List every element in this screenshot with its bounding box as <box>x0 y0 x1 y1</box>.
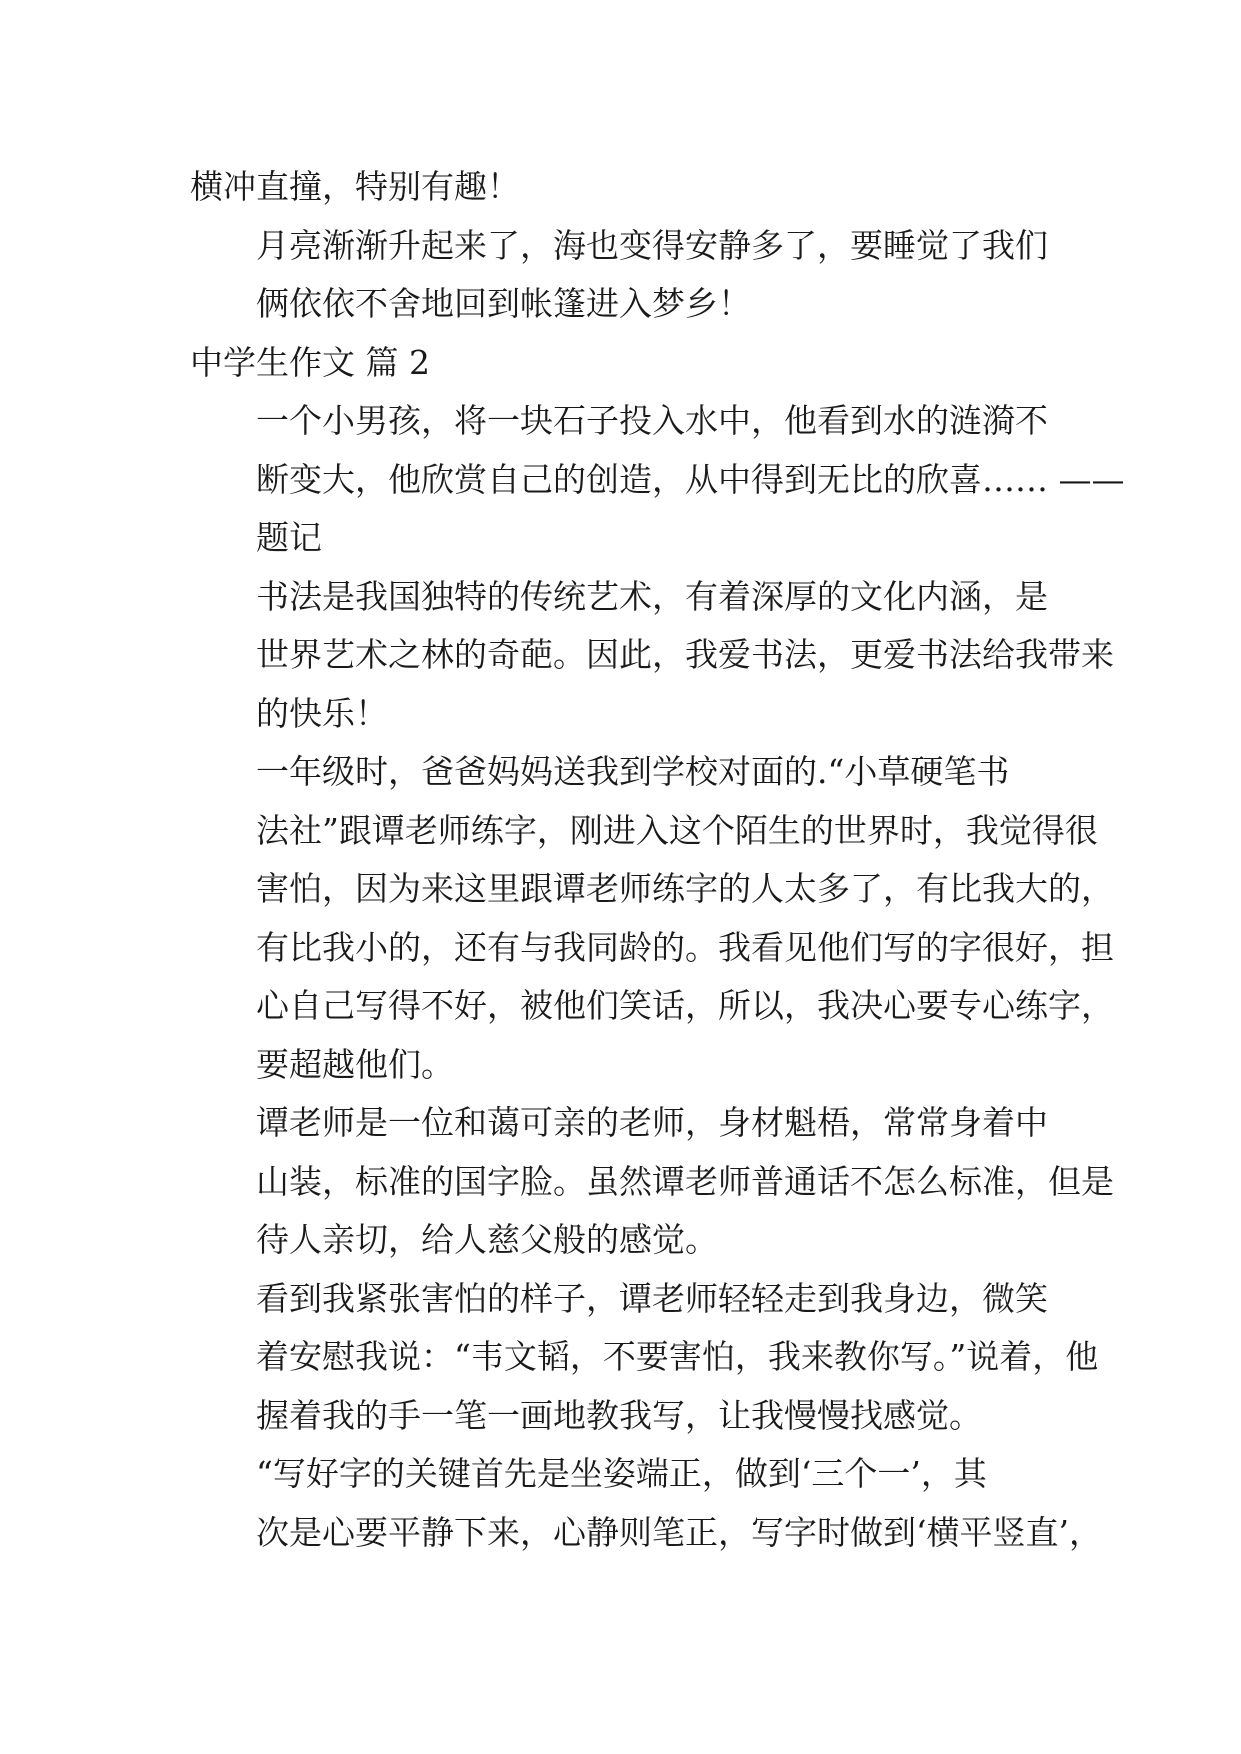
text-line: 要超越他们。 <box>256 1044 454 1084</box>
text-line: 断变大，他欣赏自己的创造，从中得到无比的欣喜…… —— <box>256 459 1125 499</box>
text-line: 着安慰我说：“韦文韬，不要害怕，我来教你写。”说着，他 <box>256 1337 1099 1376</box>
text-line: 世界艺术之林的奇葩。因此，我爱书法，更爱书法给我带来 <box>256 635 1114 674</box>
text-line: 月亮渐渐升起来了，海也变得安静多了，要睡觉了我们 <box>256 225 1048 265</box>
text-line: 山装，标准的国字脸。虽然谭老师普通话不怎么标准，但是 <box>256 1161 1114 1201</box>
text-line: “写好字的关键首先是坐姿端正，做到‘三个一’，其 <box>256 1454 987 1493</box>
paragraph <box>190 743 1114 1094</box>
text-line: 有比我小的，还有与我同龄的。我看见他们写的字很好，担 <box>256 927 1114 967</box>
text-line: 的快乐！ <box>256 693 388 733</box>
text-line: 一个小男孩，将一块石子投入水中，他看到水的涟漪不 <box>256 401 1048 440</box>
text-line: 待人亲切，给人慈父般的感觉。 <box>256 1220 718 1259</box>
paragraph <box>190 392 1125 568</box>
text-line: 一年级时，爸爸妈妈送我到学校对面的.“小草硬笔书 <box>256 752 1010 791</box>
text-line: 次是心要平静下来，心静则笔正，写字时做到‘横平竖直’， <box>256 1512 1102 1552</box>
text-line: 俩依依不舍地回到帐篷进入梦乡！ <box>256 284 751 323</box>
paragraph <box>190 1445 1102 1562</box>
document-body <box>190 158 1125 1562</box>
text-line: 书法是我国独特的传统艺术，有着深厚的文化内涵，是 <box>256 576 1048 616</box>
paragraph <box>190 568 1114 744</box>
text-line: 题记 <box>256 518 322 557</box>
paragraph <box>190 217 1055 334</box>
paragraph <box>190 158 1055 217</box>
paragraph <box>190 1270 1099 1446</box>
text-line: 中学生作文 篇 2 <box>190 342 430 382</box>
text-line: 法社”跟谭老师练字，刚进入这个陌生的世界时，我觉得很 <box>256 810 1098 850</box>
paragraph <box>190 1094 1114 1270</box>
text-line: 谭老师是一位和蔼可亲的老师，身材魁梧，常常身着中 <box>256 1103 1048 1142</box>
section-heading <box>190 334 1055 393</box>
text-line: 心自己写得不好，被他们笑话，所以，我决心要专心练字， <box>256 986 1114 1025</box>
text-line: 看到我紧张害怕的样子，谭老师轻轻走到我身边，微笑 <box>256 1278 1048 1318</box>
text-line: 横冲直撞，特别有趣！ <box>190 167 520 206</box>
text-line: 握着我的手一笔一画地教我写，让我慢慢找感觉。 <box>256 1395 982 1435</box>
text-line: 害怕，因为来这里跟谭老师练字的人太多了，有比我大的， <box>256 869 1114 908</box>
